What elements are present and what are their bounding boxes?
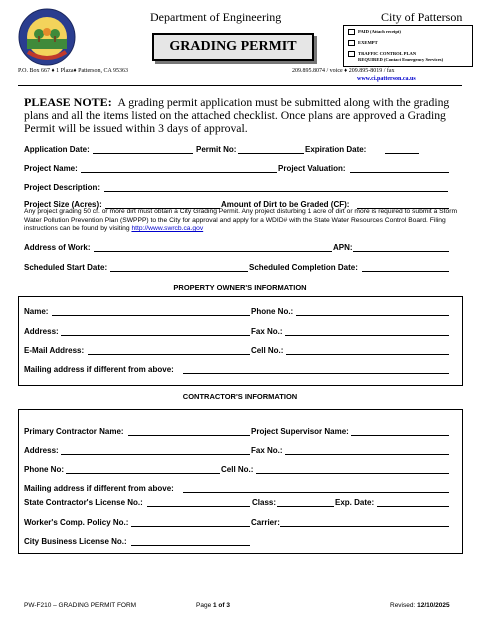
note-text: A grading permit application must be submitted along with the grading plans and all the items listed on the attached checklist. Once plans are approved a Grading Permit will be issued within 3 days of approval. <box>24 96 450 135</box>
apn-field[interactable] <box>353 251 449 252</box>
contractor-address-field[interactable] <box>61 454 250 455</box>
checkbox[interactable] <box>348 29 355 35</box>
page-prefix: Page <box>196 602 213 609</box>
website-link[interactable]: www.ci.patterson.ca.us <box>357 76 416 82</box>
carrier-label: Carrier: <box>251 518 280 527</box>
city-name: City of Patterson <box>381 10 463 24</box>
owner-cell-label: Cell No.: <box>251 346 284 355</box>
application-date-field[interactable] <box>93 153 193 154</box>
header-divider <box>18 85 462 86</box>
contractor-cell-field[interactable] <box>256 473 449 474</box>
checkbox-label: TRAFFIC CONTROL PLAN <box>358 51 417 56</box>
license-label: State Contractor's License No.: <box>24 498 143 507</box>
page-current: 1 <box>213 602 217 609</box>
project-description-label: Project Description: <box>24 183 101 192</box>
owner-fax-label: Fax No.: <box>251 327 283 336</box>
business-license-field[interactable] <box>131 545 250 546</box>
note-lead: PLEASE NOTE: <box>24 95 112 109</box>
address-of-work-field[interactable] <box>94 251 332 252</box>
owner-address-label: Address: <box>24 327 59 336</box>
mailing-address: P.O. Box 667 ♦ 1 Plaza♦ Patterson, CA 95363 <box>18 68 128 74</box>
city-seal <box>18 8 76 66</box>
owner-name-field[interactable] <box>52 315 250 316</box>
carrier-field[interactable] <box>280 526 449 527</box>
owner-email-field[interactable] <box>88 354 250 355</box>
office-use-checkboxes <box>343 25 473 67</box>
dirt-amount-label: Amount of Dirt to be Graded (CF): <box>221 200 350 209</box>
revised-date <box>390 602 450 609</box>
contractor-cell-label: Cell No.: <box>221 465 254 474</box>
contractor-section-heading: CONTRACTOR'S INFORMATION <box>182 392 298 401</box>
project-name-field[interactable] <box>81 172 277 173</box>
workers-comp-label: Worker's Comp. Policy No.: <box>24 518 129 527</box>
project-name-label: Project Name: <box>24 164 78 173</box>
owner-cell-field[interactable] <box>286 354 449 355</box>
please-note <box>24 96 464 135</box>
application-date-label: Application Date: <box>24 145 90 154</box>
form-id: PW-F210 – GRADING PERMIT FORM <box>24 602 137 609</box>
owner-email-label: E-Mail Address: <box>24 346 85 355</box>
permit-no-field[interactable] <box>238 153 304 154</box>
owner-fax-field[interactable] <box>285 335 449 336</box>
owner-section-heading: PROPERTY OWNER'S INFORMATION <box>173 283 307 292</box>
checkbox-label: EXEMPT <box>358 40 378 45</box>
contractor-phone-label: Phone No: <box>24 465 64 474</box>
phone-fax: 209.895.8074 / voice ♦ 209.895-8019 / fax <box>292 68 395 74</box>
contractor-fax-field[interactable] <box>285 454 449 455</box>
project-valuation-field[interactable] <box>350 172 449 173</box>
swrcb-link[interactable]: http://www.swrcb.ca.gov <box>131 225 204 232</box>
fine-print-text: Any project grading 50 cf. or more dirt must obtain a City Grading Permit. Any project disturbing 1 acre of dirt or more is required to submit a Storm Water Pollution Prevention Plan (SWPPP) to the City for approval and apply for a WDID# with the State Water Resources Control Board. Filing instructions can be found by visiting <box>24 208 458 232</box>
address-of-work-label: Address of Work: <box>24 243 91 252</box>
owner-mailing-label: Mailing address if different from above: <box>24 365 174 374</box>
permit-no-label: Permit No: <box>196 145 237 154</box>
page-number <box>196 602 230 609</box>
apn-label: APN: <box>333 243 353 252</box>
revised-label: Revised: <box>390 602 418 609</box>
checkbox-label: PAID (Attach receipt) <box>358 29 401 34</box>
revised-value: 12/10/2025 <box>417 602 450 609</box>
project-supervisor-field[interactable] <box>351 435 449 436</box>
exp-date-field[interactable] <box>377 506 449 507</box>
expiration-date-field[interactable] <box>385 153 419 154</box>
checkbox[interactable] <box>348 51 355 57</box>
owner-address-field[interactable] <box>61 335 250 336</box>
contractor-fax-label: Fax No.: <box>251 446 283 455</box>
primary-contractor-label: Primary Contractor Name: <box>24 427 124 436</box>
scheduled-start-field[interactable] <box>110 271 248 272</box>
primary-contractor-field[interactable] <box>128 435 250 436</box>
page-total: 3 <box>226 602 230 609</box>
exp-date-label: Exp. Date: <box>335 498 375 507</box>
department-name: Department of Engineering <box>150 10 282 24</box>
project-description-field[interactable] <box>104 191 448 192</box>
class-label: Class: <box>252 498 277 507</box>
contractor-mailing-field[interactable] <box>183 492 449 493</box>
scheduled-start-label: Scheduled Start Date: <box>24 263 108 272</box>
owner-phone-label: Phone No.: <box>251 307 294 316</box>
project-supervisor-label: Project Supervisor Name: <box>251 427 349 436</box>
workers-comp-field[interactable] <box>131 526 250 527</box>
contractor-address-label: Address: <box>24 446 59 455</box>
page-of: of <box>216 602 227 609</box>
owner-mailing-field[interactable] <box>183 373 449 374</box>
license-field[interactable] <box>147 506 250 507</box>
checkbox-label: REQUIRED (Contact Emergency Services) <box>358 57 444 62</box>
owner-name-label: Name: <box>24 307 49 316</box>
contractor-mailing-label: Mailing address if different from above: <box>24 484 174 493</box>
business-license-label: City Business License No.: <box>24 537 127 546</box>
project-valuation-label: Project Valuation: <box>278 164 346 173</box>
swppp-fine-print <box>24 208 464 234</box>
checkbox[interactable] <box>348 40 355 46</box>
owner-phone-field[interactable] <box>296 315 449 316</box>
project-size-label: Project Size (Acres): <box>24 200 102 209</box>
scheduled-completion-label: Scheduled Completion Date: <box>249 263 358 272</box>
expiration-date-label: Expiration Date: <box>305 145 367 154</box>
contractor-phone-field[interactable] <box>66 473 220 474</box>
form-title: GRADING PERMIT <box>152 33 314 61</box>
class-field[interactable] <box>277 506 334 507</box>
scheduled-completion-field[interactable] <box>362 271 449 272</box>
